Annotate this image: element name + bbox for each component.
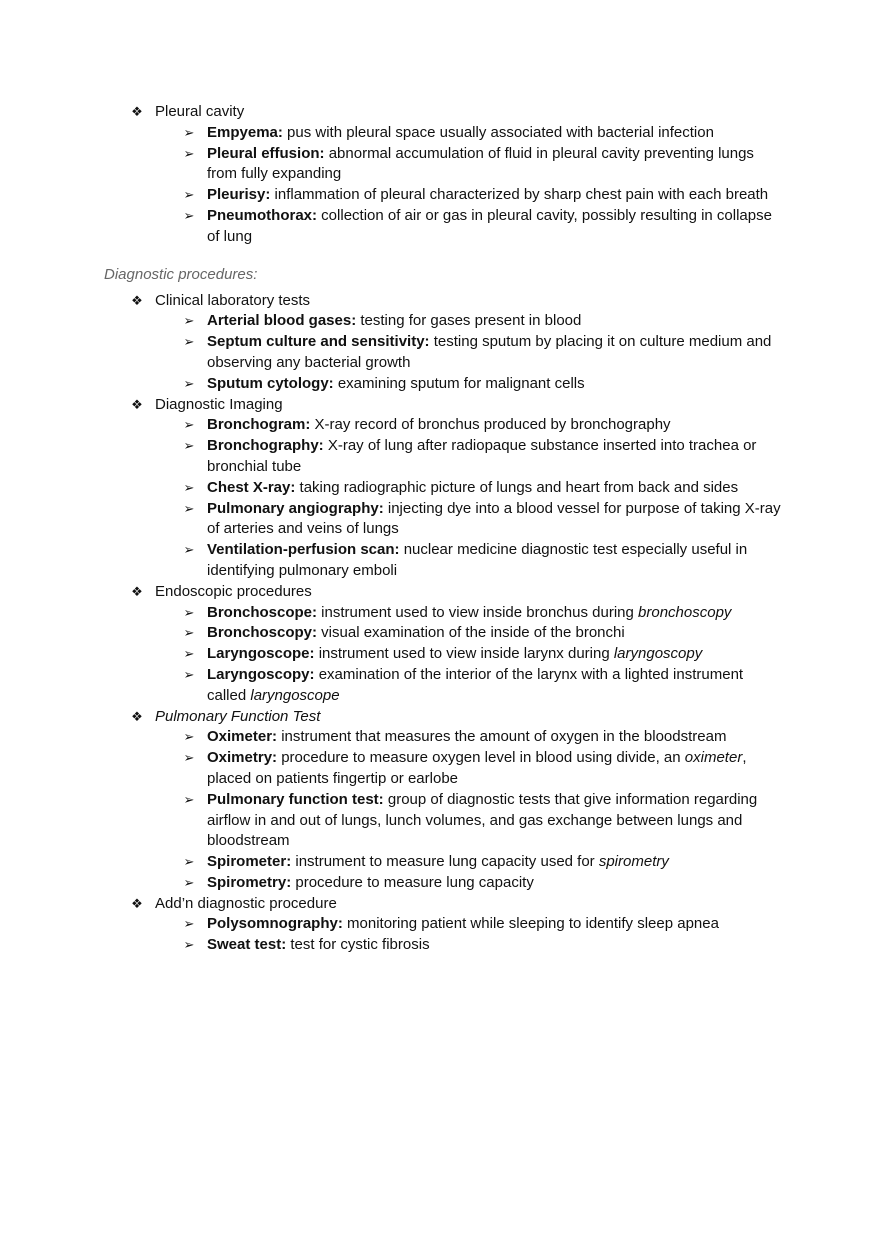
term: Bronchoscopy: xyxy=(207,624,318,642)
definition-text: instrument that measures the amount of oxygen in the bloodstream xyxy=(277,728,727,746)
term: Ventilation-perfusion scan: xyxy=(207,541,400,559)
list-item xyxy=(0,415,782,436)
document-content xyxy=(0,102,880,956)
arrow-bullet-icon: ➢ xyxy=(183,937,195,953)
list-item xyxy=(0,665,782,707)
arrow-bullet-icon: ➢ xyxy=(183,334,195,350)
diamond-bullet-icon: ❖ xyxy=(131,583,143,599)
diamond-bullet-icon: ❖ xyxy=(131,292,143,308)
term: Pleurisy: xyxy=(207,186,271,204)
list-item xyxy=(0,478,782,499)
group-title-text: Pulmonary Function Test xyxy=(155,707,321,725)
emphasis-text: bronchoscopy xyxy=(638,603,732,621)
diamond-bullet-icon: ❖ xyxy=(131,708,143,724)
group-title-text: Add’n diagnostic procedure xyxy=(155,894,337,912)
list-item xyxy=(0,914,782,935)
definition-text: X-ray record of bronchus produced by bronchography xyxy=(310,416,671,434)
definition-text: testing for gases present in blood xyxy=(356,312,582,330)
group-title xyxy=(0,395,880,416)
arrow-bullet-icon: ➢ xyxy=(183,646,195,662)
list-item xyxy=(0,311,782,332)
list-item xyxy=(0,603,782,624)
term: Chest X-ray: xyxy=(207,478,296,496)
group-title xyxy=(0,582,880,603)
arrow-bullet-icon: ➢ xyxy=(183,916,195,932)
list-item xyxy=(0,499,782,541)
group-title xyxy=(0,291,880,312)
arrow-bullet-icon: ➢ xyxy=(183,313,195,329)
arrow-bullet-icon: ➢ xyxy=(183,625,195,641)
outline-section xyxy=(0,102,880,248)
arrow-bullet-icon: ➢ xyxy=(183,417,195,433)
term: Polysomnography: xyxy=(207,915,343,933)
definition-text: test for cystic fibrosis xyxy=(286,936,430,954)
list-item xyxy=(0,644,782,665)
arrow-bullet-icon: ➢ xyxy=(183,729,195,745)
definition-text: , placed on patients fingertip or earlobe xyxy=(207,749,747,787)
definition-text: abnormal accumulation of fluid in pleural cavity preventing lungs from fully expanding xyxy=(207,144,754,183)
group-title-text: Diagnostic Imaging xyxy=(155,395,283,413)
definition-text: instrument used to view inside larynx during xyxy=(314,645,614,663)
outline-group xyxy=(0,102,880,248)
group-title-text: Pleural cavity xyxy=(155,103,245,120)
list-item xyxy=(0,374,782,395)
list-item xyxy=(0,935,782,956)
term: Sweat test: xyxy=(207,936,287,954)
list-item xyxy=(0,144,782,186)
group-title xyxy=(0,707,880,728)
outline-group xyxy=(0,291,880,395)
term: Laryngoscopy: xyxy=(207,665,315,683)
list-item xyxy=(0,123,782,144)
diamond-bullet-icon: ❖ xyxy=(131,895,143,911)
term: Empyema: xyxy=(207,123,283,141)
emphasis-text: spirometry xyxy=(598,853,669,871)
arrow-bullet-icon: ➢ xyxy=(183,604,195,620)
group-title-text: Clinical laboratory tests xyxy=(155,291,311,309)
diamond-bullet-icon: ❖ xyxy=(131,396,143,412)
arrow-bullet-icon: ➢ xyxy=(183,666,195,682)
diamond-bullet-icon: ❖ xyxy=(131,104,143,119)
arrow-bullet-icon: ➢ xyxy=(183,479,195,495)
arrow-bullet-icon: ➢ xyxy=(183,874,195,890)
arrow-bullet-icon: ➢ xyxy=(183,187,195,203)
term: Oximeter: xyxy=(207,728,278,746)
definition-text: instrument to measure lung capacity used for xyxy=(291,853,599,871)
group-title xyxy=(0,894,880,915)
emphasis-text: laryngoscopy xyxy=(613,645,703,663)
term: Laryngoscope: xyxy=(207,645,315,663)
term: Pneumothorax: xyxy=(207,206,318,224)
list-item xyxy=(0,185,782,206)
term: Spirometry: xyxy=(207,873,292,891)
list-item xyxy=(0,436,782,478)
term: Septum culture and sensitivity: xyxy=(207,333,430,351)
definition-text: procedure to measure oxygen level in blood using divide, an xyxy=(277,749,685,767)
definition-text: pus with pleural space usually associated with bacterial infection xyxy=(282,123,714,141)
term: Sputum cytology: xyxy=(207,374,334,392)
emphasis-text: laryngoscope xyxy=(250,686,340,704)
definition-text: group of diagnostic tests that give information regarding airflow in and out of lungs, lunch volumes, and gas exchange between lungs and bloodstream xyxy=(207,790,758,850)
definition-text: taking radiographic picture of lungs and heart from back and sides xyxy=(295,478,739,496)
definition-text: procedure to measure lung capacity xyxy=(291,873,534,891)
list-item xyxy=(0,748,782,790)
arrow-bullet-icon: ➢ xyxy=(183,750,195,766)
definition-text: monitoring patient while sleeping to identify sleep apnea xyxy=(342,915,719,933)
arrow-bullet-icon: ➢ xyxy=(183,207,195,223)
definition-text: inflammation of pleural characterized by sharp chest pain with each breath xyxy=(270,186,769,204)
section-heading: Diagnostic procedures: xyxy=(104,265,258,283)
term: Oximetry: xyxy=(207,749,278,767)
definition-text: nuclear medicine diagnostic test especially useful in identifying pulmonary emboli xyxy=(207,541,748,579)
list-item xyxy=(0,727,782,748)
term: Pleural effusion: xyxy=(207,144,325,162)
group-title xyxy=(0,102,880,123)
emphasis-text: oximeter xyxy=(684,749,743,767)
list-item xyxy=(0,852,782,873)
term: Bronchography: xyxy=(207,437,324,455)
definition-text: X-ray of lung after radiopaque substance inserted into trachea or bronchial tube xyxy=(207,437,757,475)
arrow-bullet-icon: ➢ xyxy=(183,124,195,140)
arrow-bullet-icon: ➢ xyxy=(183,438,195,454)
group-title-text: Endoscopic procedures xyxy=(155,582,312,600)
list-item xyxy=(0,623,782,644)
definition-text: collection of air or gas in pleural cavity, possibly resulting in collapse of lung xyxy=(207,206,772,245)
outline-group xyxy=(0,395,880,582)
term: Spirometer: xyxy=(207,853,292,871)
definition-text: visual examination of the inside of the bronchi xyxy=(317,624,625,642)
definition-text: injecting dye into a blood vessel for purpose of taking X-ray of arteries and veins of lungs xyxy=(207,499,781,538)
arrow-bullet-icon: ➢ xyxy=(183,375,195,391)
definition-text: testing sputum by placing it on culture medium and observing any bacterial growth xyxy=(207,333,772,371)
arrow-bullet-icon: ➢ xyxy=(183,145,195,161)
outline-group xyxy=(0,894,880,956)
list-item xyxy=(0,206,782,248)
term: Bronchogram: xyxy=(207,416,311,434)
outline-group xyxy=(0,707,880,894)
outline-group xyxy=(0,582,880,707)
term: Bronchoscope: xyxy=(207,603,318,621)
definition-text: examination of the interior of the larynx with a lighted instrument called xyxy=(207,665,744,704)
arrow-bullet-icon: ➢ xyxy=(183,854,195,870)
outline-section xyxy=(0,264,880,957)
arrow-bullet-icon: ➢ xyxy=(183,542,195,558)
term: Pulmonary function test: xyxy=(207,790,384,808)
list-item xyxy=(0,790,782,852)
list-item xyxy=(0,332,782,374)
list-item xyxy=(0,873,782,894)
definition-text: examining sputum for malignant cells xyxy=(333,374,585,392)
term: Pulmonary angiography: xyxy=(207,499,384,517)
definition-text: instrument used to view inside bronchus during xyxy=(317,603,639,621)
arrow-bullet-icon: ➢ xyxy=(183,500,195,516)
list-item xyxy=(0,540,782,582)
arrow-bullet-icon: ➢ xyxy=(183,791,195,807)
term: Arterial blood gases: xyxy=(207,312,357,330)
